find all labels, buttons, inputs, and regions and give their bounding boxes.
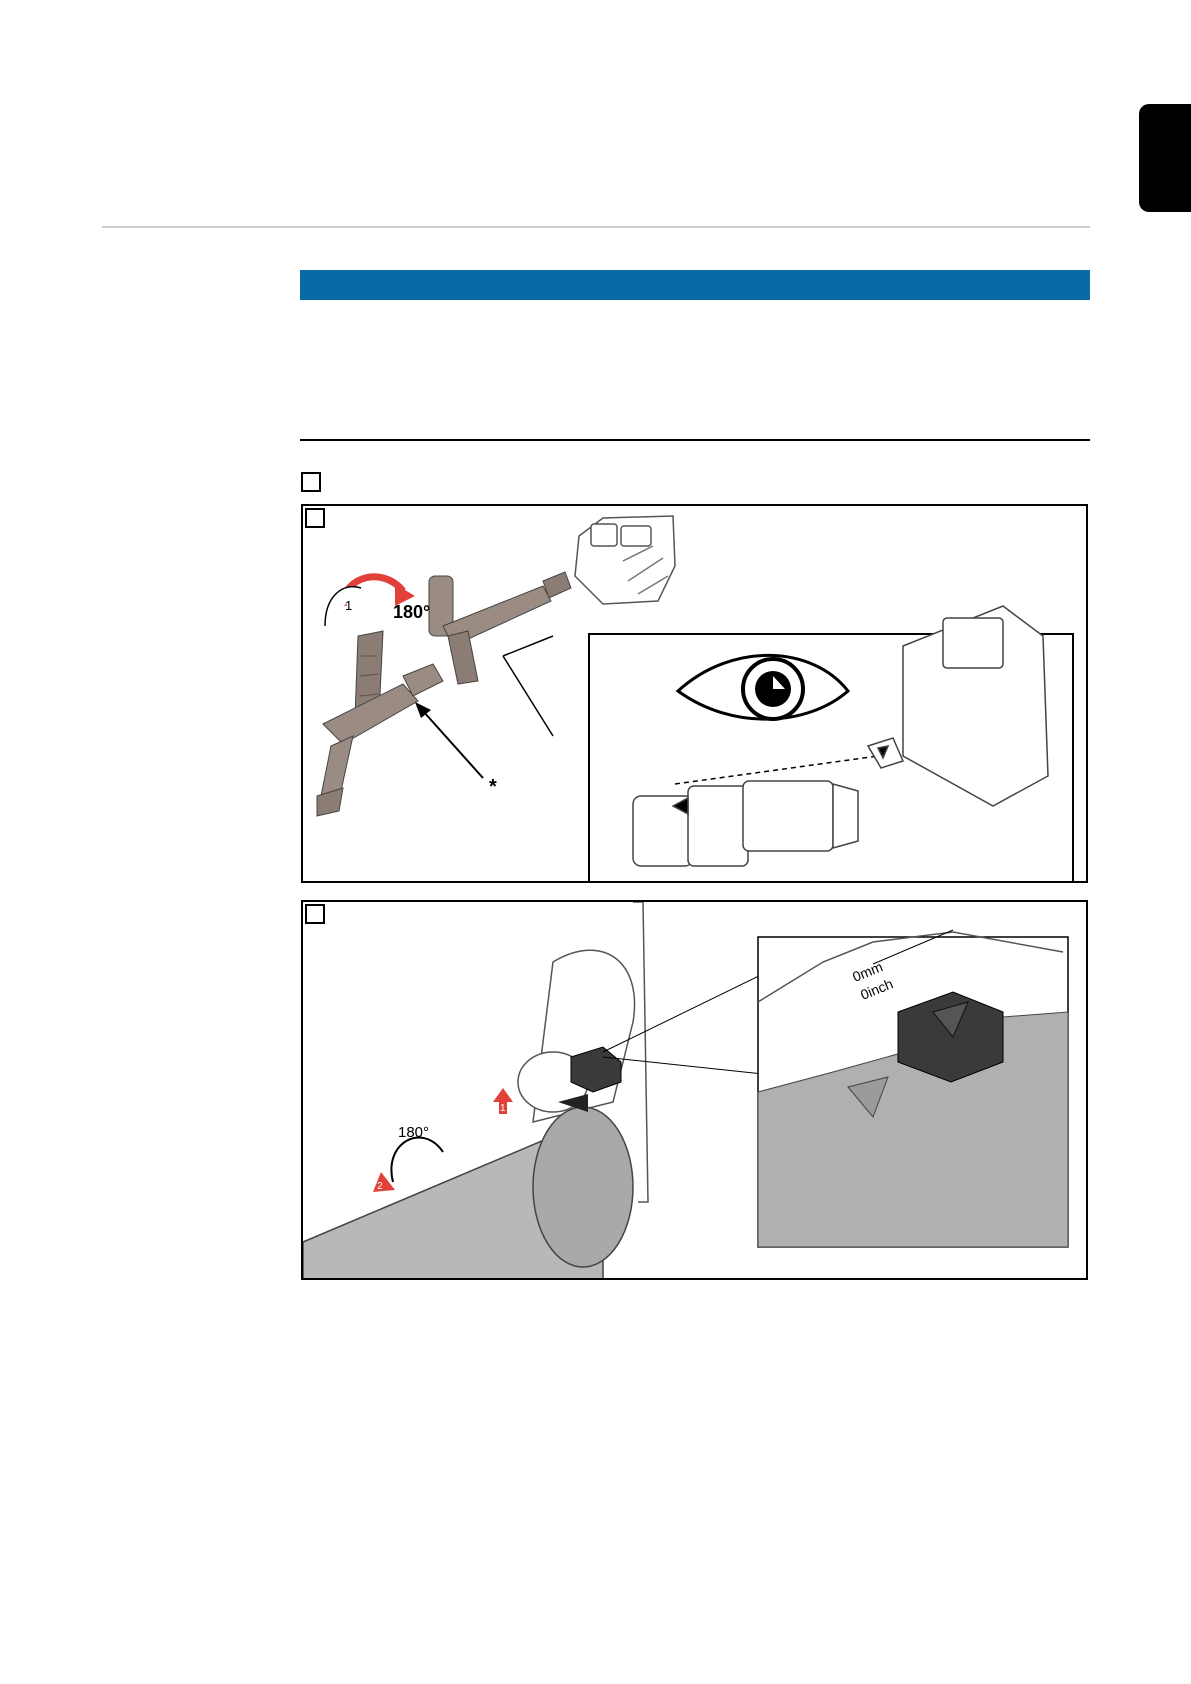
gap-mm-label: 0mm — [850, 958, 885, 985]
coupling-illustration — [303, 902, 1088, 1280]
language-tab-marker — [1139, 104, 1191, 212]
asterisk-label: * — [489, 776, 497, 798]
rotation-degree-label-2: 180° — [398, 1124, 430, 1141]
figure-torch-neck-rotation — [301, 504, 1088, 883]
insert-arrow-line — [423, 711, 483, 778]
step-1-number: 1 — [500, 1103, 506, 1114]
step-checkbox-1 — [301, 472, 321, 492]
torch-neck-illustration — [303, 506, 1088, 883]
gap-inch-label: 0inch — [858, 975, 896, 1003]
insert-arrowhead-icon — [415, 702, 431, 718]
figure-coupling-alignment — [301, 900, 1088, 1280]
rotation-step-number: 1 — [345, 598, 353, 613]
section-divider — [300, 439, 1090, 441]
torch-handle-drawing — [575, 516, 675, 604]
torch-neck-tube — [303, 1107, 633, 1280]
rotation-arrow-icon-2 — [391, 1138, 443, 1182]
rotation-degree-label: 180° — [393, 602, 431, 622]
torch-neck-right — [429, 572, 571, 684]
rotation-start-marker — [325, 587, 361, 626]
section-header-bar — [300, 270, 1090, 300]
callout-line-lower-2 — [603, 1057, 763, 1074]
header-divider — [102, 226, 1090, 228]
callout-line-upper — [503, 636, 553, 656]
step-2-number: 2 — [377, 1181, 383, 1192]
callout-line-lower — [503, 656, 553, 736]
torch-neck-left — [317, 631, 443, 816]
